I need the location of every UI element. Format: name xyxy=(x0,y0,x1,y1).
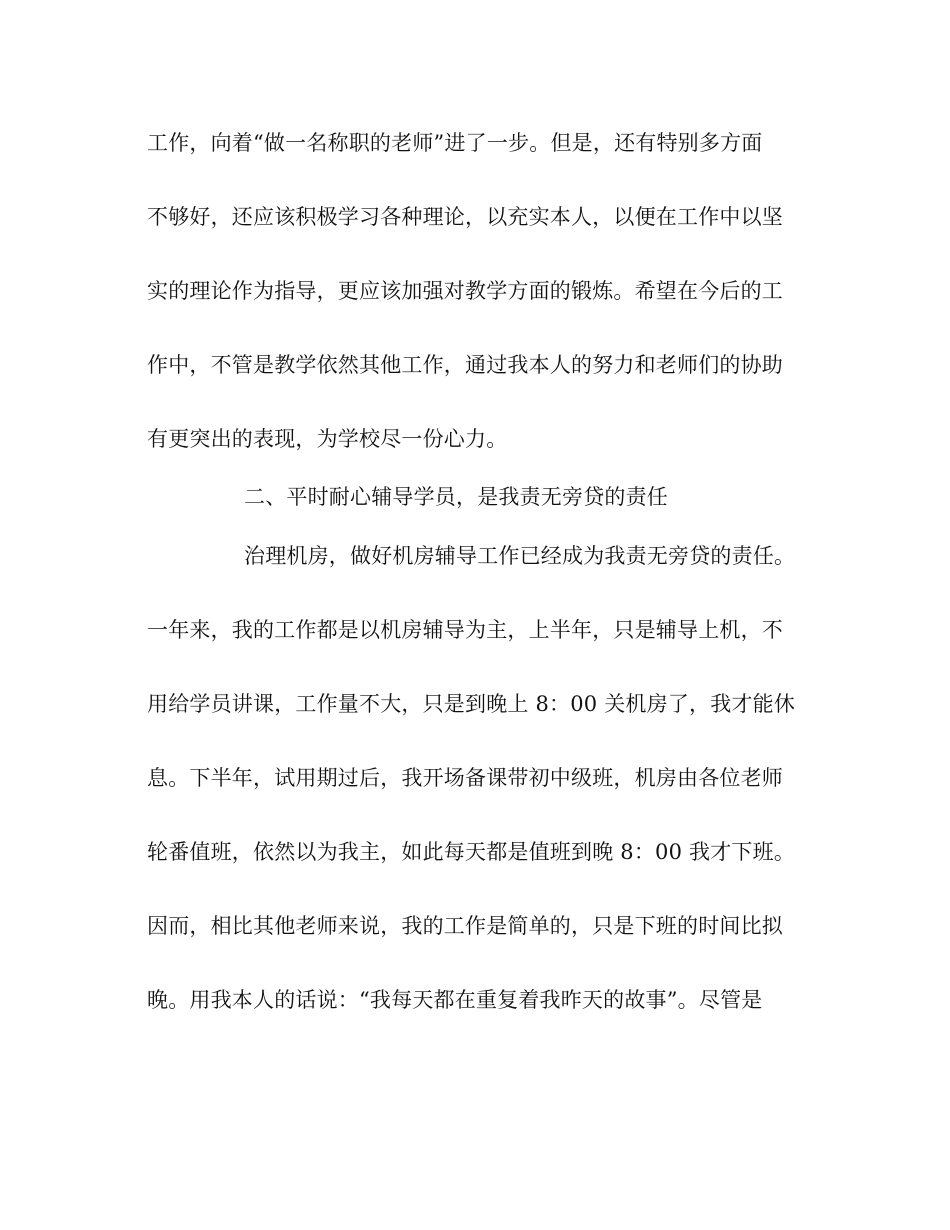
paragraph-line: 一年来，我的工作都是以机房辅导为主，上半年，只是辅导上机，不 xyxy=(147,618,783,642)
paragraph-line: 因而，相比其他老师来说，我的工作是简单的，只是下班的时间比拟 xyxy=(147,914,783,938)
paragraph-line: 治理机房，做好机房辅导工作已经成为我责无旁贷的责任。 xyxy=(244,544,796,568)
paragraph-line: 晚。用我本人的话说：“我每天都在重复着我昨天的故事”。尽管是 xyxy=(147,988,763,1012)
paragraph-line: 轮番值班，依然以为我主，如此每天都是值班到晚 8：00 我才下班。 xyxy=(147,840,796,864)
paragraph-line: 作中，不管是教学依然其他工作，通过我本人的努力和老师们的协助 xyxy=(147,353,783,377)
paragraph-line: 不够好，还应该积极学习各种理论，以充实本人，以便在工作中以坚 xyxy=(147,205,783,229)
paragraph-line: 用给学员讲课，工作量不大，只是到晚上 8：00 关机房了，我才能休 xyxy=(147,692,796,716)
paragraph-line: 息。下半年，试用期过后，我开场备课带初中级班，机房由各位老师 xyxy=(147,766,783,790)
paragraph-line: 工作，向着“做一名称职的老师”进了一步。但是，还有特别多方面 xyxy=(147,131,763,155)
paragraph-line: 有更突出的表现，为学校尽一份心力。 xyxy=(147,427,508,451)
section-heading: 二、平时耐心辅导学员，是我责无旁贷的责任 xyxy=(244,485,668,509)
paragraph-line: 实的理论作为指导，更应该加强对教学方面的锻炼。希望在今后的工 xyxy=(147,279,783,303)
